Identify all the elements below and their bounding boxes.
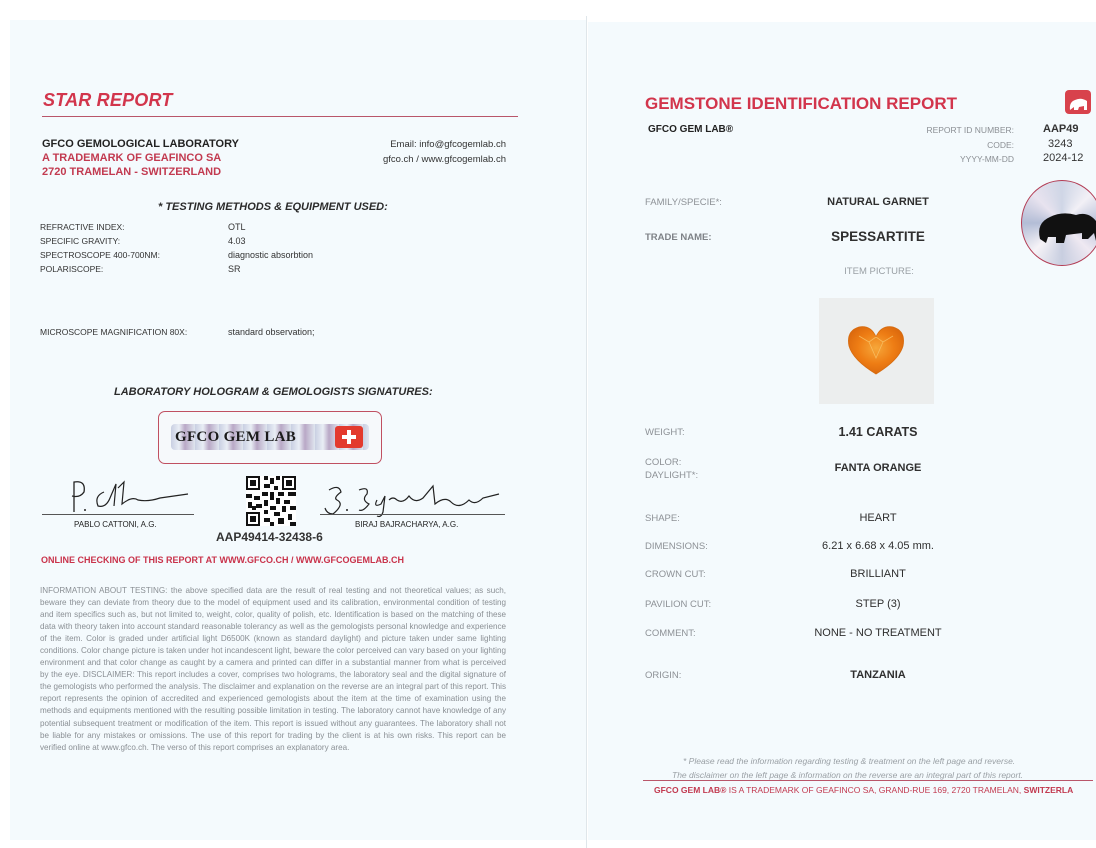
gemstone-report-title: GEMSTONE IDENTIFICATION REPORT bbox=[645, 94, 957, 113]
gemologist-1-name: PABLO CATTONI, A.G. bbox=[74, 520, 157, 529]
lab-hologram bbox=[158, 411, 382, 464]
value-pavilion-cut: STEP (3) bbox=[855, 598, 901, 610]
lab-websites[interactable]: gfco.ch / www.gfcogemlab.ch bbox=[382, 154, 506, 165]
online-link-gfcogemlab[interactable]: WWW.GFCOGEMLAB.CH bbox=[296, 555, 405, 565]
value-crown-cut: BRILLIANT bbox=[850, 568, 906, 580]
star-report-title: STAR REPORT bbox=[43, 90, 173, 110]
test-label-spectroscope: SPECTROSCOPE 400-700NM: bbox=[40, 250, 160, 260]
signature-pablo-cattoni bbox=[68, 478, 198, 514]
value-color: FANTA ORANGE bbox=[834, 462, 922, 474]
value-dimensions: 6.21 x 6.68 x 4.05 mm. bbox=[822, 540, 934, 552]
meta-label-code: CODE: bbox=[987, 140, 1014, 150]
label-daylight: DAYLIGHT*: bbox=[645, 470, 699, 481]
signature-biraj-bajracharya bbox=[323, 482, 503, 518]
meta-label-report-id: REPORT ID NUMBER: bbox=[926, 125, 1014, 135]
signatures-heading: LABORATORY HOLOGRAM & GEMOLOGISTS SIGNATURES: bbox=[114, 386, 433, 398]
meta-value-report-id: AAP49 bbox=[1043, 123, 1079, 135]
report-id-number: AAP49414-32438-6 bbox=[216, 530, 323, 544]
online-link-gfco[interactable]: WWW.GFCO.CH bbox=[219, 555, 289, 565]
page-fold bbox=[586, 16, 587, 848]
gemstone-identification-page bbox=[588, 22, 1096, 840]
online-checking-prefix: ONLINE CHECKING OF THIS REPORT AT bbox=[41, 555, 220, 565]
label-origin: ORIGIN: bbox=[645, 670, 682, 681]
footer-brand: GFCO GEM LAB® bbox=[654, 785, 727, 795]
label-comment: COMMENT: bbox=[645, 628, 696, 639]
label-item-picture: ITEM PICTURE: bbox=[844, 266, 914, 277]
online-link-separator: / bbox=[288, 555, 297, 565]
swiss-flag-icon bbox=[335, 426, 363, 448]
note-read-information: * Please read the information regarding testing & treatment on the left page and reverse. bbox=[683, 756, 1016, 766]
test-value-refractive-index: OTL bbox=[228, 222, 246, 232]
label-pavilion-cut: PAVILION CUT: bbox=[645, 599, 712, 610]
footer-divider bbox=[643, 780, 1093, 781]
qr-code[interactable] bbox=[246, 476, 296, 526]
laboratory-seal-hologram bbox=[1021, 180, 1096, 266]
test-value-microscope: standard observation; bbox=[228, 327, 315, 337]
hologram-text: GFCO GEM LAB bbox=[175, 429, 297, 445]
test-value-spectroscope: diagnostic absorbtion bbox=[228, 250, 314, 260]
label-shape: SHAPE: bbox=[645, 513, 680, 524]
test-label-microscope: MICROSCOPE MAGNIFICATION 80X: bbox=[40, 327, 188, 337]
item-picture bbox=[819, 298, 934, 404]
footer-text: IS A TRADEMARK OF GEAFINCO SA, GRAND-RUE 169, 2720 TRAMELAN, bbox=[726, 785, 1024, 795]
meta-value-date: 2024-12 bbox=[1043, 152, 1084, 164]
value-trade-name: SPESSARTITE bbox=[831, 229, 925, 244]
label-color: COLOR: bbox=[645, 457, 682, 468]
gemologist-2-name: BIRAJ BAJRACHARYA, A.G. bbox=[355, 520, 459, 529]
note-disclaimer-integral: The disclaimer on the left page & information on the reverse are an integral part of this report. bbox=[672, 770, 1024, 780]
test-value-polariscope: SR bbox=[228, 264, 241, 274]
test-label-specific-gravity: SPECIFIC GRAVITY: bbox=[40, 236, 121, 246]
value-shape: HEART bbox=[859, 512, 897, 524]
value-family: NATURAL GARNET bbox=[827, 196, 929, 208]
value-weight: 1.41 CARATS bbox=[838, 425, 918, 439]
label-crown-cut: CROWN CUT: bbox=[645, 569, 706, 580]
signature-line-2 bbox=[320, 514, 505, 515]
label-trade-name: TRADE NAME: bbox=[645, 232, 712, 243]
value-comment: NONE - NO TREATMENT bbox=[814, 627, 942, 639]
testing-disclaimer: INFORMATION ABOUT TESTING: the above specified data are the result of real testing and not theoretical values; as such, beware they can deviate from theory due to the model of equipment used and its calibration, environmental condition of testing and item specifics such as, but not limited to, weight, color, quality of polish, etc. Identification is based on the matching of these data with theory taken into account standard reasonable tolerancy as well as the gemologists personal knowledge and experience of the item. Color is graded under artificial light D6500K (known as standard daylight) and picture taken under same lighting conditions. Color change picture is taken under hot incandescent light, beware the color perceived can vary based on your lighting environment and that color change as caught by a camera and printed can differ in a substantial manner from what is perceived by the eye. DISCLAIMER: This report includes a cover, comprises two holograms, the laboratory seal and the digital signature of the gemologists who performed the analysis. The disclaimer and explanation on the reverse are an integral part of this report. This report represents the opinion of accredited and experienced gemologists about the item at the time of examination using the methods and equipments mentioned with the resulting possible limitation in testing. The laboratory cannot have knowledge of any potential subsequent treatment or modification of the item. This report is issued without any guarantees. The laboratory shall not be liable for any mistakes or omissions. The use of this report for trading by the client is at his own risks. This report can be verified online at www.gfco.ch. The verso of this report comprises an explanatory area. bbox=[40, 586, 506, 752]
gem-lab-brand: GFCO GEM LAB® bbox=[648, 124, 734, 135]
test-value-specific-gravity: 4.03 bbox=[228, 236, 246, 246]
test-label-refractive-index: REFRACTIVE INDEX: bbox=[40, 222, 125, 232]
lab-address: 2720 TRAMELAN - SWITZERLAND bbox=[42, 166, 222, 178]
meta-label-date: YYYY-MM-DD bbox=[960, 154, 1014, 164]
meta-value-code: 3243 bbox=[1048, 138, 1073, 150]
elephant-icon bbox=[1022, 181, 1096, 265]
label-weight: WEIGHT: bbox=[645, 427, 685, 438]
lab-name: GFCO GEMOLOGICAL LABORATORY bbox=[42, 138, 239, 150]
heart-gemstone-icon bbox=[819, 298, 934, 404]
test-label-polariscope: POLARISCOPE: bbox=[40, 264, 104, 274]
gfco-logo-icon bbox=[1065, 90, 1091, 114]
value-origin: TANZANIA bbox=[850, 669, 906, 681]
signature-line-1 bbox=[42, 514, 194, 515]
label-dimensions: DIMENSIONS: bbox=[645, 541, 708, 552]
title-divider bbox=[42, 116, 518, 117]
star-report-page bbox=[10, 20, 586, 840]
footer-country: SWITZERLA bbox=[1023, 785, 1074, 795]
footer-trademark bbox=[654, 785, 1073, 795]
testing-heading: * TESTING METHODS & EQUIPMENT USED: bbox=[158, 201, 388, 213]
lab-email[interactable]: Email: info@gfcogemlab.ch bbox=[390, 139, 506, 150]
lab-trademark: A TRADEMARK OF GEAFINCO SA bbox=[42, 152, 222, 164]
label-family: FAMILY/SPECIE*: bbox=[645, 197, 722, 208]
online-checking-notice bbox=[41, 555, 404, 565]
